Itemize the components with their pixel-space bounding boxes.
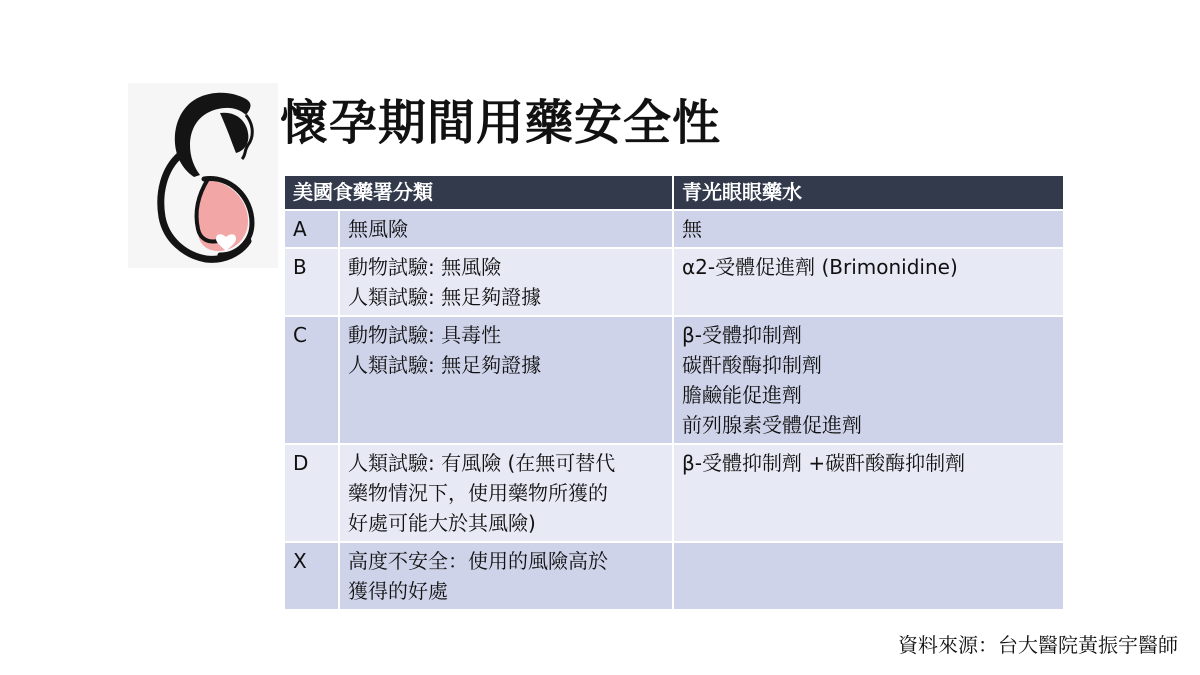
description-cell	[339, 542, 673, 610]
drug-cell	[673, 210, 1064, 248]
category-cell: A	[284, 210, 339, 248]
drug-cell	[673, 248, 1064, 316]
drug-line: α2-受體促進劑 (Brimonidine)	[682, 255, 958, 279]
drug-line: β-受體抑制劑 +碳酐酸酶抑制劑	[682, 451, 966, 475]
page-title: 懷孕期間用藥安全性	[280, 95, 722, 151]
table-header-row	[284, 175, 1064, 210]
table-row	[284, 210, 1064, 248]
description-cell	[339, 316, 673, 444]
description-cell	[339, 210, 673, 248]
description-cell	[339, 444, 673, 542]
drug-cell	[673, 316, 1064, 444]
drug-cell	[673, 444, 1064, 542]
description-line: 人類試驗: 無足夠證據	[348, 285, 542, 309]
category-cell: D	[284, 444, 339, 542]
table-row	[284, 444, 1064, 542]
pregnancy-drug-safety-table	[283, 174, 1065, 611]
description-line: 人類試驗: 無足夠證據	[348, 353, 542, 377]
header-fda-category: 美國食藥署分類	[284, 175, 673, 210]
source-credit: 資料來源：台大醫院黃振宇醫師	[898, 633, 1178, 657]
pregnant-woman-logo	[128, 83, 278, 268]
drug-line: β-受體抑制劑	[682, 323, 802, 347]
header-glaucoma-eye-drops: 青光眼眼藥水	[673, 175, 1064, 210]
drug-line: 膽鹼能促進劑	[682, 383, 802, 407]
description-line: 動物試驗: 具毒性	[348, 323, 502, 347]
description-line: 好處可能大於其風險)	[348, 511, 536, 535]
table-row	[284, 248, 1064, 316]
category-cell: C	[284, 316, 339, 444]
drug-line: 前列腺素受體促進劑	[682, 413, 862, 437]
description-line: 獲得的好處	[348, 579, 448, 603]
description-cell	[339, 248, 673, 316]
drug-cell	[673, 542, 1064, 610]
description-line: 人類試驗: 有風險 (在無可替代	[348, 451, 616, 475]
category-cell: B	[284, 248, 339, 316]
category-cell: X	[284, 542, 339, 610]
description-line: 藥物情況下，使用藥物所獲的	[348, 481, 608, 505]
drug-line: 碳酐酸酶抑制劑	[682, 353, 822, 377]
description-line: 動物試驗: 無風險	[348, 255, 502, 279]
description-line: 高度不安全：使用的風險高於	[348, 549, 608, 573]
table-row	[284, 542, 1064, 610]
description-line: 無風險	[348, 217, 408, 241]
table-row	[284, 316, 1064, 444]
drug-line: 無	[682, 217, 702, 241]
